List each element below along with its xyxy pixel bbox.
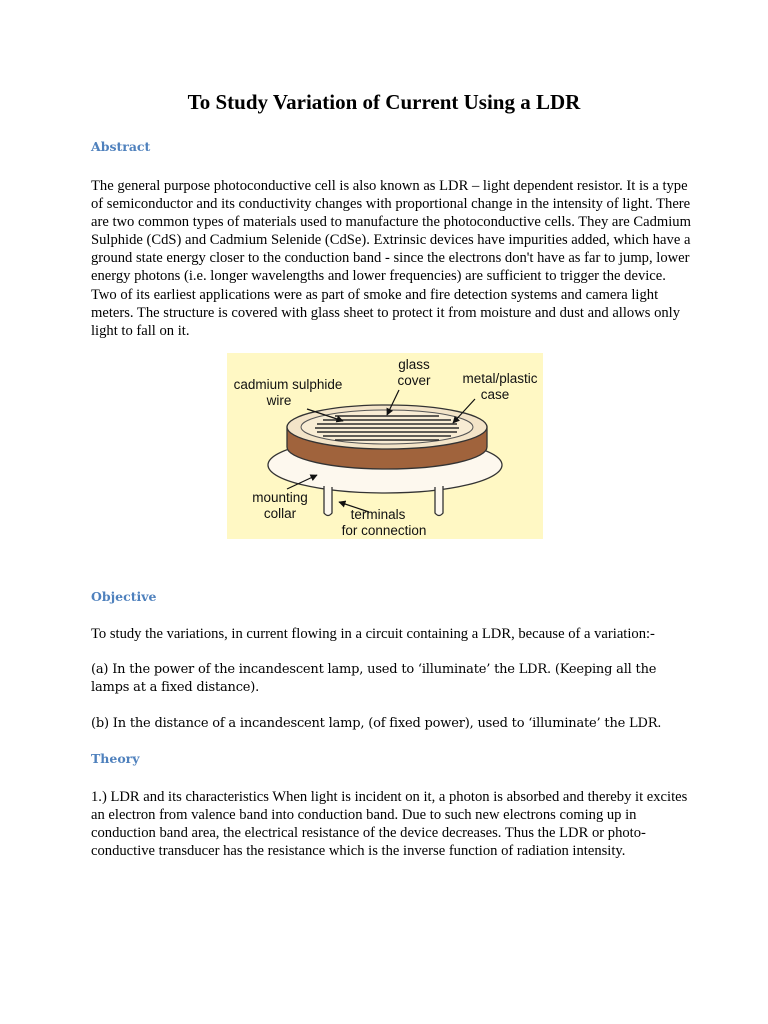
- label-cds-line1: cadmium sulphide: [233, 377, 343, 392]
- objective-item-a-text: (a) In the power of the incandescent lamp, used to ‘illuminate’ the LDR. (Keeping all the lamps at a fixed distance).: [91, 662, 657, 696]
- abstract-paragraph: [91, 177, 691, 340]
- theory-paragraph: [91, 788, 691, 860]
- ldr-diagram-svg: [227, 353, 543, 539]
- label-cds-line2: wire: [266, 393, 292, 408]
- objective-heading: Objective: [91, 589, 157, 604]
- objective-item-a: [91, 661, 691, 697]
- objective-item-b: [91, 715, 691, 733]
- page-title: To Study Variation of Current Using a LDR: [187, 90, 581, 114]
- theory-heading: Theory: [91, 751, 140, 766]
- label-glass-line1: glass: [398, 357, 430, 372]
- label-collar-line1: mounting: [252, 490, 308, 505]
- label-collar-line2: collar: [263, 506, 297, 521]
- label-terminals-line1: terminals: [350, 507, 406, 522]
- cds-wire-pattern: [315, 416, 459, 440]
- label-case-line2: case: [480, 387, 510, 402]
- terminal-right: [435, 486, 443, 516]
- label-glass-line2: cover: [397, 373, 431, 388]
- abstract-heading: Abstract: [91, 139, 151, 154]
- label-terminals-line2: for connection: [341, 523, 427, 538]
- objective-intro: [91, 625, 691, 643]
- label-case-line1: metal/plastic: [462, 371, 538, 386]
- terminal-left: [324, 486, 332, 516]
- abstract-text: The general purpose photoconductive cell is also known as LDR – light dependent resistor. It is a type of semiconductor and its conductivity changes with proportional change in the intensity of light. There are two common types of materials used to manufacture the photoconductive cells. They are Cadmium Sulphide (CdS) and Cadmium Selenide (CdSe). Extrinsic devices have impurities added, which have a ground state energy closer to the conduction band - since the electrons don't have as far to jump, lower energy photons (i.e. longer wavelengths and lower frequencies) are sufficient to trigger the device. Two of its earliest applications were as part of smoke and fire detection systems and camera light meters. The structure is covered with glass sheet to protect it from moisture and dust and allows only light to fall on it.: [91, 178, 691, 339]
- objective-item-b-text: (b) In the distance of a incandescent lamp, (of fixed power), used to ‘illuminate’ the LDR.: [91, 716, 662, 731]
- ldr-diagram: [227, 353, 543, 539]
- theory-text: 1.) LDR and its characteristics When light is incident on it, a photon is absorbed and thereby it excites an electron from valence band into conduction band. Due to such new electrons coming up in conduction band area, the electrical resistance of the device decreases. Thus the LDR or photo-conductive transducer has the resistance which is the inverse function of radiation intensity.: [91, 789, 688, 860]
- objective-intro-text: To study the variations, in current flowing in a circuit containing a LDR, because of a variation:-: [91, 626, 655, 642]
